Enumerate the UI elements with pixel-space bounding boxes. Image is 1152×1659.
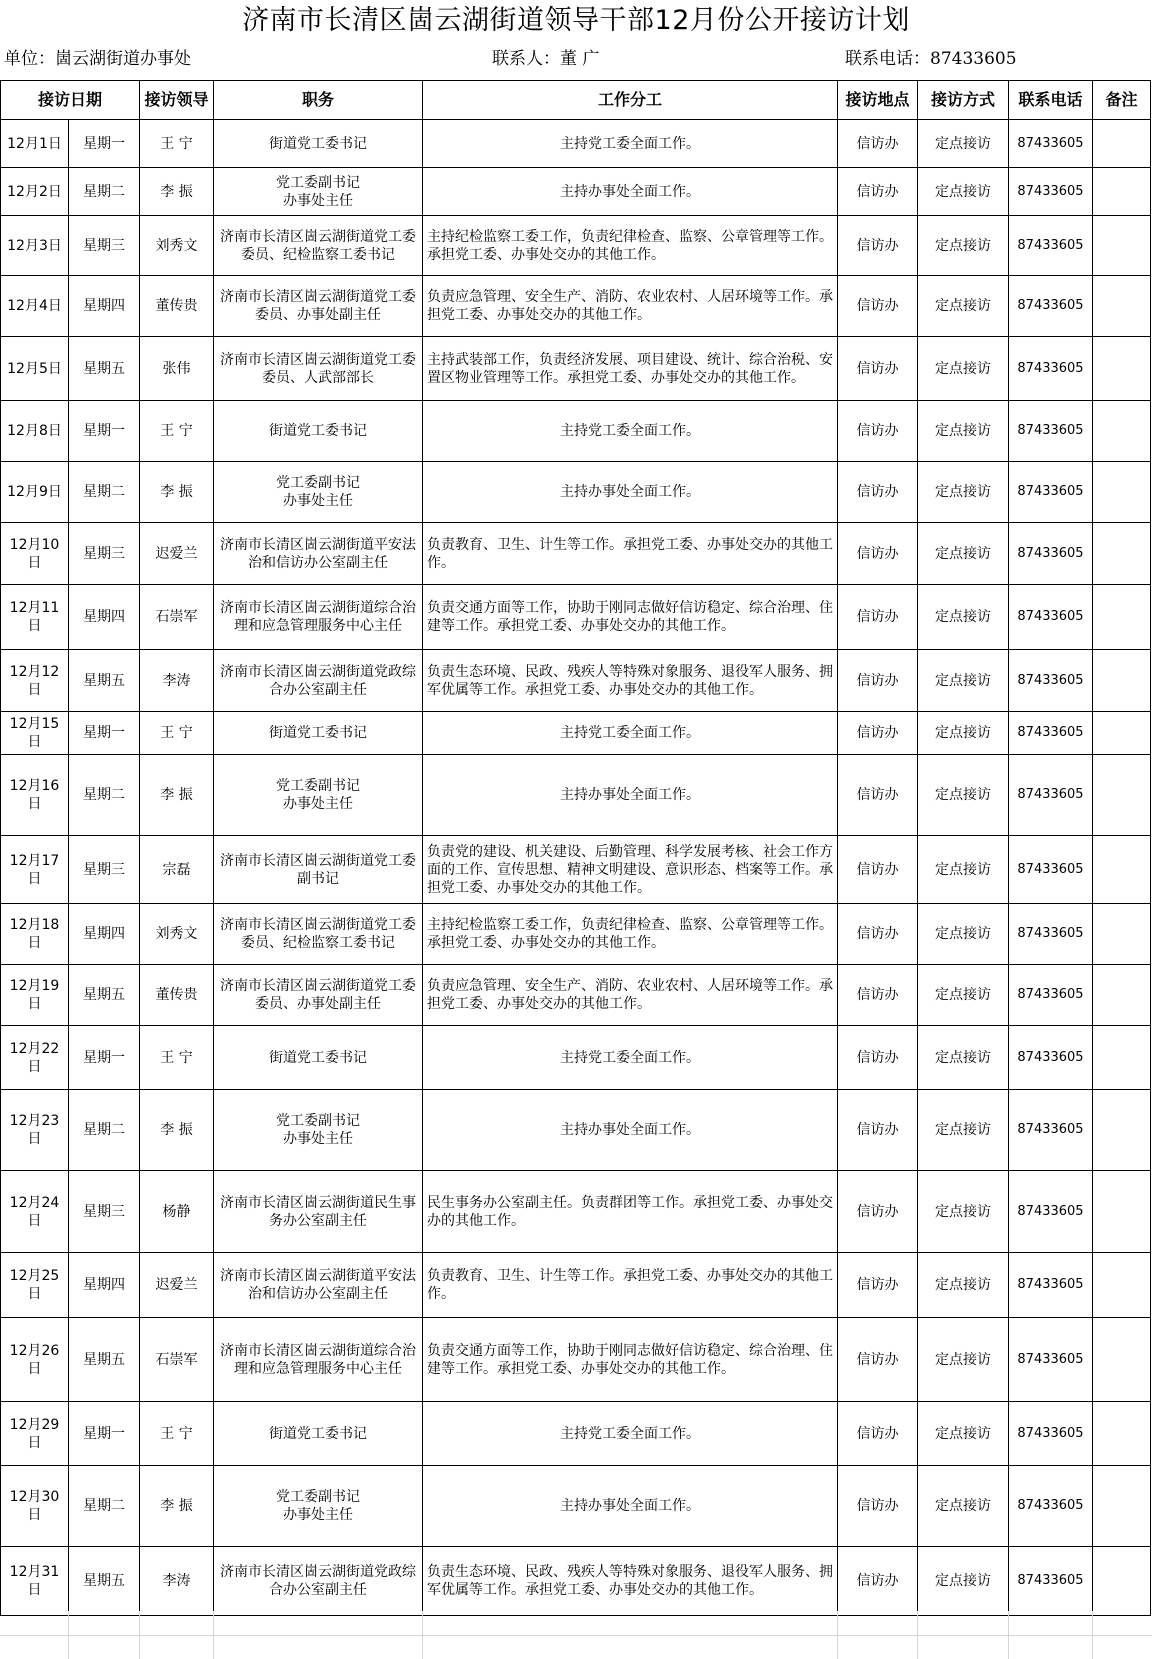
row-note [1093, 965, 1151, 1026]
table-row [1, 1090, 1151, 1171]
table-header-row [1, 81, 1151, 120]
table-row [1, 216, 1151, 276]
row-date: 12月24日 [1, 1171, 69, 1253]
row-leader: 张伟 [140, 337, 214, 401]
row-weekday: 星期三 [69, 836, 140, 904]
row-duty: 主持办事处全面工作。 [423, 755, 838, 836]
row-place: 信访办 [838, 1253, 918, 1318]
header-position: 职务 [214, 81, 423, 120]
row-note [1093, 836, 1151, 904]
row-position: 街道党工委书记 [214, 120, 423, 168]
header-date: 接访日期 [1, 81, 140, 120]
row-leader: 董传贵 [140, 276, 214, 337]
row-date: 12月29日 [1, 1402, 69, 1466]
row-phone: 87433605 [1009, 836, 1093, 904]
row-method: 定点接访 [918, 585, 1009, 650]
reception-plan-table [0, 80, 1151, 1616]
row-phone: 87433605 [1009, 1253, 1093, 1318]
row-date: 12月16日 [1, 755, 69, 836]
row-date: 12月30日 [1, 1466, 69, 1547]
table-row [1, 836, 1151, 904]
row-duty: 负责交通方面等工作，协助于刚同志做好信访稳定、综合治理、住建等工作。承担党工委、办事处交办的其他工作。 [423, 585, 838, 650]
row-method: 定点接访 [918, 1253, 1009, 1318]
row-weekday: 星期五 [69, 650, 140, 712]
row-duty: 主持武装部工作，负责经济发展、项目建设、统计、综合治税、安置区物业管理等工作。承担党工委、办事处交办的其他工作。 [423, 337, 838, 401]
row-position: 济南市长清区崮云湖街道平安法治和信访办公室副主任 [214, 523, 423, 585]
row-duty: 主持办事处全面工作。 [423, 168, 838, 216]
table-row [1, 337, 1151, 401]
table-row [1, 904, 1151, 965]
row-duty: 负责教育、卫生、计生等工作。承担党工委、办事处交办的其他工作。 [423, 1253, 838, 1318]
row-note [1093, 712, 1151, 755]
table-row [1, 276, 1151, 337]
row-method: 定点接访 [918, 965, 1009, 1026]
header-method: 接访方式 [918, 81, 1009, 120]
row-duty: 主持办事处全面工作。 [423, 1090, 838, 1171]
row-position: 济南市长清区崮云湖街道党工委委员、纪检监察工委书记 [214, 904, 423, 965]
row-place: 信访办 [838, 337, 918, 401]
row-place: 信访办 [838, 1402, 918, 1466]
row-note [1093, 276, 1151, 337]
row-leader: 刘秀文 [140, 904, 214, 965]
row-phone: 87433605 [1009, 523, 1093, 585]
row-method: 定点接访 [918, 401, 1009, 462]
table-row [1, 1253, 1151, 1318]
contact-person-label: 联系人：董 广 [492, 49, 600, 69]
row-phone: 87433605 [1009, 1171, 1093, 1253]
row-date: 12月11日 [1, 585, 69, 650]
row-note [1093, 585, 1151, 650]
table-row [1, 755, 1151, 836]
table-row [1, 1171, 1151, 1253]
row-duty: 主持党工委全面工作。 [423, 1402, 838, 1466]
row-method: 定点接访 [918, 755, 1009, 836]
row-method: 定点接访 [918, 216, 1009, 276]
row-weekday: 星期五 [69, 1318, 140, 1402]
row-date: 12月15日 [1, 712, 69, 755]
row-weekday: 星期二 [69, 1090, 140, 1171]
row-date: 12月5日 [1, 337, 69, 401]
row-note [1093, 401, 1151, 462]
row-date: 12月3日 [1, 216, 69, 276]
table-row [1, 965, 1151, 1026]
row-duty: 负责应急管理、安全生产、消防、农业农村、人居环境等工作。承担党工委、办事处交办的其他工作。 [423, 965, 838, 1026]
row-date: 12月2日 [1, 168, 69, 216]
row-duty: 主持办事处全面工作。 [423, 1466, 838, 1547]
row-phone: 87433605 [1009, 462, 1093, 523]
table-row [1, 1547, 1151, 1616]
row-weekday: 星期四 [69, 585, 140, 650]
row-method: 定点接访 [918, 1171, 1009, 1253]
row-note [1093, 337, 1151, 401]
row-leader: 李 振 [140, 168, 214, 216]
row-method: 定点接访 [918, 337, 1009, 401]
row-duty: 主持党工委全面工作。 [423, 401, 838, 462]
row-note [1093, 462, 1151, 523]
row-position: 党工委副书记 办事处主任 [214, 1466, 423, 1547]
row-place: 信访办 [838, 712, 918, 755]
row-position: 济南市长清区崮云湖街道党工委委员、办事处副主任 [214, 276, 423, 337]
table-row [1, 1402, 1151, 1466]
table-row [1, 168, 1151, 216]
row-place: 信访办 [838, 462, 918, 523]
row-weekday: 星期三 [69, 216, 140, 276]
row-note [1093, 120, 1151, 168]
row-position: 济南市长清区崮云湖街道党政综合办公室副主任 [214, 1547, 423, 1616]
row-method: 定点接访 [918, 1547, 1009, 1616]
row-position: 济南市长清区崮云湖街道综合治理和应急管理服务中心主任 [214, 1318, 423, 1402]
row-leader: 迟爱兰 [140, 523, 214, 585]
row-place: 信访办 [838, 120, 918, 168]
header-place: 接访地点 [838, 81, 918, 120]
header-duty: 工作分工 [423, 81, 838, 120]
row-note [1093, 1171, 1151, 1253]
row-phone: 87433605 [1009, 712, 1093, 755]
row-phone: 87433605 [1009, 1547, 1093, 1616]
row-phone: 87433605 [1009, 401, 1093, 462]
row-method: 定点接访 [918, 1466, 1009, 1547]
row-date: 12月26日 [1, 1318, 69, 1402]
row-phone: 87433605 [1009, 337, 1093, 401]
row-leader: 董传贵 [140, 965, 214, 1026]
row-place: 信访办 [838, 276, 918, 337]
row-place: 信访办 [838, 401, 918, 462]
table-row [1, 401, 1151, 462]
empty-grid-area [0, 1611, 1152, 1659]
row-method: 定点接访 [918, 276, 1009, 337]
contact-phone-label: 联系电话：87433605 [845, 49, 1017, 69]
row-duty: 负责教育、卫生、计生等工作。承担党工委、办事处交办的其他工作。 [423, 523, 838, 585]
row-date: 12月1日 [1, 120, 69, 168]
row-place: 信访办 [838, 1090, 918, 1171]
header-phone: 联系电话 [1009, 81, 1093, 120]
row-leader: 石崇军 [140, 1318, 214, 1402]
row-position: 街道党工委书记 [214, 401, 423, 462]
row-position: 街道党工委书记 [214, 1402, 423, 1466]
row-weekday: 星期二 [69, 755, 140, 836]
row-weekday: 星期一 [69, 1402, 140, 1466]
row-weekday: 星期二 [69, 168, 140, 216]
row-method: 定点接访 [918, 904, 1009, 965]
row-duty: 主持党工委全面工作。 [423, 1026, 838, 1090]
row-leader: 李 振 [140, 1466, 214, 1547]
row-leader: 王 宁 [140, 1026, 214, 1090]
row-phone: 87433605 [1009, 904, 1093, 965]
row-date: 12月31日 [1, 1547, 69, 1616]
row-method: 定点接访 [918, 120, 1009, 168]
row-position: 济南市长清区崮云湖街道党工委委员、办事处副主任 [214, 965, 423, 1026]
row-note [1093, 1253, 1151, 1318]
table-row [1, 585, 1151, 650]
row-date: 12月9日 [1, 462, 69, 523]
row-duty: 主持纪检监察工委工作，负责纪律检查、监察、公章管理等工作。承担党工委、办事处交办的其他工作。 [423, 904, 838, 965]
row-position: 济南市长清区崮云湖街道综合治理和应急管理服务中心主任 [214, 585, 423, 650]
row-place: 信访办 [838, 755, 918, 836]
row-note [1093, 1026, 1151, 1090]
table-row [1, 712, 1151, 755]
row-note [1093, 904, 1151, 965]
row-place: 信访办 [838, 965, 918, 1026]
row-duty: 主持党工委全面工作。 [423, 712, 838, 755]
table-row [1, 462, 1151, 523]
row-weekday: 星期一 [69, 712, 140, 755]
row-place: 信访办 [838, 1171, 918, 1253]
row-weekday: 星期四 [69, 904, 140, 965]
row-method: 定点接访 [918, 650, 1009, 712]
row-position: 济南市长清区崮云湖街道民生事务办公室副主任 [214, 1171, 423, 1253]
row-duty: 主持党工委全面工作。 [423, 120, 838, 168]
row-phone: 87433605 [1009, 755, 1093, 836]
row-method: 定点接访 [918, 712, 1009, 755]
row-date: 12月25日 [1, 1253, 69, 1318]
row-place: 信访办 [838, 836, 918, 904]
row-duty: 主持办事处全面工作。 [423, 462, 838, 523]
row-weekday: 星期一 [69, 120, 140, 168]
table-row [1, 1318, 1151, 1402]
row-date: 12月23日 [1, 1090, 69, 1171]
table-row [1, 523, 1151, 585]
row-position: 济南市长清区崮云湖街道党政综合办公室副主任 [214, 650, 423, 712]
row-note [1093, 1466, 1151, 1547]
row-phone: 87433605 [1009, 216, 1093, 276]
row-phone: 87433605 [1009, 965, 1093, 1026]
row-place: 信访办 [838, 1318, 918, 1402]
row-phone: 87433605 [1009, 1026, 1093, 1090]
row-weekday: 星期五 [69, 337, 140, 401]
row-leader: 王 宁 [140, 120, 214, 168]
row-leader: 王 宁 [140, 712, 214, 755]
row-position: 济南市长清区崮云湖街道党工委副书记 [214, 836, 423, 904]
row-place: 信访办 [838, 904, 918, 965]
row-phone: 87433605 [1009, 1318, 1093, 1402]
row-place: 信访办 [838, 523, 918, 585]
row-note [1093, 755, 1151, 836]
row-leader: 李 振 [140, 755, 214, 836]
row-note [1093, 1547, 1151, 1616]
row-weekday: 星期一 [69, 1026, 140, 1090]
row-leader: 杨静 [140, 1171, 214, 1253]
row-note [1093, 216, 1151, 276]
row-duty: 负责交通方面等工作，协助于刚同志做好信访稳定、综合治理、住建等工作。承担党工委、办事处交办的其他工作。 [423, 1318, 838, 1402]
row-method: 定点接访 [918, 168, 1009, 216]
row-position: 党工委副书记 办事处主任 [214, 168, 423, 216]
row-date: 12月4日 [1, 276, 69, 337]
row-weekday: 星期五 [69, 1547, 140, 1616]
row-method: 定点接访 [918, 1026, 1009, 1090]
row-position: 街道党工委书记 [214, 1026, 423, 1090]
row-duty: 负责应急管理、安全生产、消防、农业农村、人居环境等工作。承担党工委、办事处交办的其他工作。 [423, 276, 838, 337]
row-note [1093, 1090, 1151, 1171]
row-note [1093, 1402, 1151, 1466]
row-place: 信访办 [838, 650, 918, 712]
row-note [1093, 1318, 1151, 1402]
row-leader: 迟爱兰 [140, 1253, 214, 1318]
row-phone: 87433605 [1009, 120, 1093, 168]
row-method: 定点接访 [918, 1318, 1009, 1402]
row-position: 济南市长清区崮云湖街道党工委委员、人武部部长 [214, 337, 423, 401]
table-row [1, 120, 1151, 168]
row-leader: 李 振 [140, 462, 214, 523]
row-note [1093, 650, 1151, 712]
row-date: 12月12日 [1, 650, 69, 712]
row-duty: 负责生态环境、民政、残疾人等特殊对象服务、退役军人服务、拥军优属等工作。承担党工委、办事处交办的其他工作。 [423, 1547, 838, 1616]
table-row [1, 1466, 1151, 1547]
row-phone: 87433605 [1009, 1090, 1093, 1171]
row-phone: 87433605 [1009, 585, 1093, 650]
row-phone: 87433605 [1009, 650, 1093, 712]
row-duty: 负责党的建设、机关建设、后勤管理、科学发展考核、社会工作方面的工作、宣传思想、精神文明建设、意识形态、档案等工作。承担党工委、办事处交办的其他工作。 [423, 836, 838, 904]
row-weekday: 星期二 [69, 1466, 140, 1547]
row-leader: 石崇军 [140, 585, 214, 650]
row-leader: 李 振 [140, 1090, 214, 1171]
row-note [1093, 523, 1151, 585]
page-title: 济南市长清区崮云湖街道领导干部12月份公开接访计划 [242, 5, 910, 36]
row-leader: 李涛 [140, 650, 214, 712]
header-note: 备注 [1093, 81, 1151, 120]
row-leader: 刘秀文 [140, 216, 214, 276]
row-place: 信访办 [838, 168, 918, 216]
row-phone: 87433605 [1009, 1402, 1093, 1466]
row-place: 信访办 [838, 1026, 918, 1090]
unit-label: 单位：崮云湖街道办事处 [4, 49, 191, 69]
row-method: 定点接访 [918, 462, 1009, 523]
row-date: 12月18日 [1, 904, 69, 965]
row-date: 12月8日 [1, 401, 69, 462]
row-duty: 主持纪检监察工委工作，负责纪律检查、监察、公章管理等工作。承担党工委、办事处交办的其他工作。 [423, 216, 838, 276]
row-duty: 负责生态环境、民政、残疾人等特殊对象服务、退役军人服务、拥军优属等工作。承担党工委、办事处交办的其他工作。 [423, 650, 838, 712]
row-weekday: 星期五 [69, 965, 140, 1026]
row-note [1093, 168, 1151, 216]
row-position: 济南市长清区崮云湖街道平安法治和信访办公室副主任 [214, 1253, 423, 1318]
row-position: 街道党工委书记 [214, 712, 423, 755]
row-place: 信访办 [838, 216, 918, 276]
row-date: 12月17日 [1, 836, 69, 904]
row-position: 党工委副书记 办事处主任 [214, 755, 423, 836]
row-leader: 宗磊 [140, 836, 214, 904]
header-leader: 接访领导 [140, 81, 214, 120]
row-phone: 87433605 [1009, 276, 1093, 337]
row-phone: 87433605 [1009, 1466, 1093, 1547]
row-place: 信访办 [838, 585, 918, 650]
row-duty: 民生事务办公室副主任。负责群团等工作。承担党工委、办事处交办的其他工作。 [423, 1171, 838, 1253]
row-phone: 87433605 [1009, 168, 1093, 216]
row-date: 12月22日 [1, 1026, 69, 1090]
row-method: 定点接访 [918, 1090, 1009, 1171]
row-weekday: 星期四 [69, 276, 140, 337]
row-leader: 王 宁 [140, 401, 214, 462]
row-weekday: 星期三 [69, 1171, 140, 1253]
row-date: 12月19日 [1, 965, 69, 1026]
row-leader: 李涛 [140, 1547, 214, 1616]
row-method: 定点接访 [918, 1402, 1009, 1466]
row-method: 定点接访 [918, 836, 1009, 904]
row-leader: 王 宁 [140, 1402, 214, 1466]
row-date: 12月10日 [1, 523, 69, 585]
row-position: 济南市长清区崮云湖街道党工委委员、纪检监察工委书记 [214, 216, 423, 276]
row-weekday: 星期三 [69, 523, 140, 585]
row-method: 定点接访 [918, 523, 1009, 585]
table-row [1, 1026, 1151, 1090]
row-weekday: 星期一 [69, 401, 140, 462]
table-row [1, 650, 1151, 712]
row-position: 党工委副书记 办事处主任 [214, 1090, 423, 1171]
row-place: 信访办 [838, 1547, 918, 1616]
row-weekday: 星期二 [69, 462, 140, 523]
row-place: 信访办 [838, 1466, 918, 1547]
row-weekday: 星期四 [69, 1253, 140, 1318]
row-position: 党工委副书记 办事处主任 [214, 462, 423, 523]
